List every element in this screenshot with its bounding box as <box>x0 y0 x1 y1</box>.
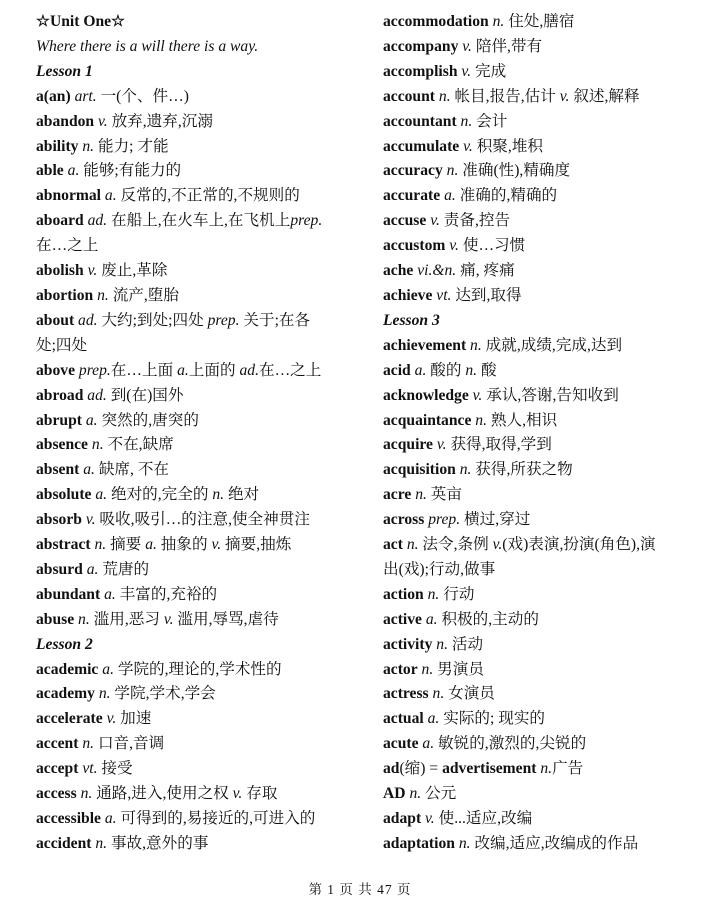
vocab-entry <box>36 135 366 160</box>
definition: 事故,意外的事 <box>107 834 209 852</box>
definition: 口音,音调 <box>94 735 165 753</box>
part-of-speech: a. <box>422 735 435 753</box>
definition: 英亩 <box>426 486 462 504</box>
vocab-entry <box>383 234 703 259</box>
part-of-speech: a. <box>104 585 116 603</box>
vocab-entry <box>36 658 366 683</box>
headword: abroad <box>36 386 84 404</box>
definition: 痛, 疼痛 <box>456 262 515 280</box>
headword: about <box>36 311 75 329</box>
part-of-speech: ad. <box>87 212 108 230</box>
part-of-speech: n. <box>94 536 107 554</box>
definition: 上面的 <box>188 361 240 379</box>
part-of-speech: v. <box>106 710 117 728</box>
vocab-entry <box>383 508 703 533</box>
headword: accustom <box>383 237 446 255</box>
part-of-speech: n. <box>465 361 478 379</box>
definition: 准确(性),精确度 <box>458 162 571 180</box>
definition: 抽象的 <box>156 536 212 554</box>
definition: 实际的; 现实的 <box>439 710 546 728</box>
part-of-speech: n. <box>446 162 459 180</box>
definition: 绝对的,完全的 <box>107 486 213 504</box>
headword: ability <box>36 137 79 155</box>
headword: achieve <box>383 286 433 304</box>
part-of-speech: n. <box>459 461 472 479</box>
definition: 准确的,精确的 <box>455 187 558 205</box>
part-of-speech: v. <box>461 62 472 80</box>
definition: 会计 <box>472 112 508 130</box>
part-of-speech: n. <box>415 486 427 504</box>
definition: 帐目,报告,估计 <box>450 87 560 105</box>
headword: accept <box>36 760 79 778</box>
part-of-speech: a. <box>86 560 99 578</box>
part-of-speech: n. <box>82 137 95 155</box>
vocab-entry <box>36 508 366 533</box>
part-of-speech: v. <box>492 536 503 554</box>
definition: 可得到的,易接近的,可进入的 <box>116 810 316 827</box>
vocab-entry <box>36 807 366 832</box>
part-of-speech: a. <box>444 187 456 205</box>
unit-title: ☆Unit One☆ <box>36 13 126 30</box>
part-of-speech: n. <box>409 785 422 803</box>
part-of-speech: prep. <box>207 311 240 329</box>
part-of-speech: n. <box>91 436 104 454</box>
part-of-speech: n. <box>98 685 111 703</box>
vocab-entry <box>36 483 366 508</box>
vocab-entry <box>383 159 703 184</box>
definition: 女演员 <box>444 685 495 703</box>
part-of-speech: a. <box>427 710 440 728</box>
definition: 行动 <box>439 585 475 603</box>
headword: accountant <box>383 112 457 130</box>
part-of-speech: v. <box>559 87 570 105</box>
lesson-heading: Lesson 3 <box>383 311 440 329</box>
part-of-speech: prep. <box>78 361 111 379</box>
definition: 横过,穿过 <box>460 511 531 529</box>
headword: abolish <box>36 262 84 280</box>
definition: 在…上面 <box>110 361 178 379</box>
unit-motto: Where there is a will there is a way. <box>36 37 259 55</box>
definition: 公元 <box>421 785 457 803</box>
headword: accident <box>36 834 92 852</box>
part-of-speech: ad. <box>239 361 259 379</box>
headword: actual <box>383 710 424 728</box>
headword: a(an) <box>36 87 71 105</box>
headword: accumulate <box>383 137 460 155</box>
vocab-entry <box>383 633 703 658</box>
definition: 住处,膳宿 <box>504 13 575 30</box>
vocab-entry <box>36 384 366 409</box>
definition: 到(在)国外 <box>106 386 184 404</box>
part-of-speech: n. <box>475 411 487 429</box>
vocab-entry <box>36 757 366 782</box>
vocab-entry <box>383 832 703 857</box>
definition: 吸收,吸引…的注意,使全神贯注 <box>95 511 310 529</box>
vocab-entry <box>383 558 703 583</box>
headword: across <box>383 511 425 529</box>
part-of-speech: n. <box>460 112 473 130</box>
part-of-speech: a. <box>102 660 114 678</box>
definition: 酸的 <box>426 361 466 379</box>
headword: academy <box>36 685 95 703</box>
headword: accent <box>36 735 79 753</box>
part-of-speech: n. <box>97 286 109 304</box>
page-footer: 第 1 页 共 47 页 <box>308 882 412 897</box>
definition: (缩) = <box>399 760 443 778</box>
definition: 接受 <box>97 760 133 778</box>
definition: 积极的,主动的 <box>437 610 539 628</box>
headword: adaptation <box>383 834 455 852</box>
vocab-entry <box>36 433 366 458</box>
vocab-entry <box>36 334 366 359</box>
vocab-entry <box>36 184 366 209</box>
definition: (戏)表演,扮演(角色),演 <box>502 536 656 554</box>
part-of-speech: a. <box>67 162 80 180</box>
part-of-speech: v. <box>430 212 440 230</box>
vocab-entry <box>383 608 703 633</box>
part-of-speech: a. <box>177 361 189 379</box>
headword: advertisement <box>442 760 537 778</box>
headword: acid <box>383 361 411 379</box>
part-of-speech: v. <box>85 511 96 529</box>
headword: able <box>36 162 64 180</box>
vocab-entry <box>383 583 703 608</box>
definition: 在…之上 <box>258 361 322 379</box>
part-of-speech: v. <box>472 386 483 404</box>
vocab-entry <box>383 707 703 732</box>
definition: 废止,革除 <box>97 262 168 280</box>
part-of-speech: n. <box>80 785 93 803</box>
headword: acquisition <box>383 461 456 479</box>
part-of-speech: v. <box>436 436 447 454</box>
part-of-speech: a. <box>104 187 117 205</box>
vocab-entry <box>36 608 366 633</box>
definition: 学院,学术,学会 <box>110 685 216 703</box>
vocab-entry <box>36 533 366 558</box>
definition: 使...适应,改编 <box>434 810 533 827</box>
vocab-entry <box>36 359 366 384</box>
part-of-speech: a. <box>104 810 117 827</box>
headword: absent <box>36 461 80 479</box>
definition: 获得,取得,学到 <box>446 436 552 454</box>
vocab-entry <box>383 209 703 234</box>
vocab-entry <box>36 309 366 334</box>
part-of-speech: v. <box>232 785 243 803</box>
definition: 完成 <box>471 62 507 80</box>
definition: 存取 <box>242 785 278 803</box>
headword: acknowledge <box>383 386 469 404</box>
part-of-speech: n. <box>470 336 482 354</box>
headword: action <box>383 585 424 603</box>
vocab-entry <box>383 259 703 284</box>
part-of-speech: ad. <box>87 386 107 404</box>
part-of-speech: n. <box>458 834 471 852</box>
definition: 不在,缺席 <box>103 436 174 454</box>
headword: accompany <box>383 37 459 55</box>
vocab-entry <box>36 209 366 234</box>
definition: 陪伴,带有 <box>471 37 543 55</box>
vocab-entry <box>383 384 703 409</box>
vocab-entry <box>36 409 366 434</box>
headword: accuracy <box>383 162 443 180</box>
part-of-speech: n. <box>540 760 553 778</box>
right-column <box>383 10 703 857</box>
vocab-entry <box>36 259 366 284</box>
part-of-speech: a. <box>83 461 95 479</box>
headword: absolute <box>36 486 92 504</box>
vocab-entry <box>36 782 366 807</box>
definition: 突然的,唐突的 <box>97 411 199 429</box>
headword: academic <box>36 660 99 678</box>
part-of-speech: vt. <box>82 760 98 778</box>
definition: 反常的,不正常的,不规则的 <box>116 187 300 205</box>
part-of-speech: a. <box>414 361 427 379</box>
vocab-entry <box>36 682 366 707</box>
definition: 活动 <box>447 635 484 653</box>
part-of-speech: n. <box>212 486 225 504</box>
part-of-speech: n. <box>492 13 505 30</box>
headword: accurate <box>383 187 441 205</box>
left-column <box>36 10 366 857</box>
headword: accelerate <box>36 710 103 728</box>
definition: 荒唐的 <box>98 560 150 578</box>
definition: 能力; 才能 <box>94 137 169 155</box>
part-of-speech: a. <box>145 536 157 554</box>
part-of-speech: v. <box>463 137 473 155</box>
definition: 放弃,遗弃,沉溺 <box>107 112 213 130</box>
definition: 流产,堕胎 <box>108 286 179 304</box>
part-of-speech: v. <box>425 810 435 827</box>
definition: 通路,进入,使用之权 <box>92 785 233 803</box>
definition: 摘要,抽炼 <box>221 536 292 554</box>
definition: 滥用,辱骂,虐待 <box>173 610 279 628</box>
headword: acute <box>383 735 419 753</box>
definition: 获得,所获之物 <box>471 461 573 479</box>
vocab-entry <box>36 558 366 583</box>
vocab-entry <box>383 85 703 110</box>
vocab-entry <box>383 284 703 309</box>
definition: 缺席, 不在 <box>94 461 170 479</box>
headword: acquaintance <box>383 411 472 429</box>
part-of-speech: v. <box>163 610 174 628</box>
vocab-entry <box>383 10 703 35</box>
definition: 改编,适应,改编成的作品 <box>470 834 639 852</box>
definition: 在船上,在火车上,在飞机上 <box>107 212 291 230</box>
headword: act <box>383 536 403 554</box>
part-of-speech: n. <box>436 635 448 653</box>
headword: aboard <box>36 212 84 230</box>
definition: 大约;到处;四处 <box>97 311 208 329</box>
headword: activity <box>383 635 433 653</box>
definition: 处;四处 <box>36 336 88 354</box>
headword: accuse <box>383 212 427 230</box>
part-of-speech: n. <box>427 585 440 603</box>
part-of-speech: n. <box>406 536 419 554</box>
vocab-entry <box>36 583 366 608</box>
definition: 关于;在各 <box>239 311 311 329</box>
headword: abortion <box>36 286 94 304</box>
headword: ache <box>383 262 414 280</box>
vocab-entry <box>383 433 703 458</box>
part-of-speech: a. <box>85 411 98 429</box>
headword: abrupt <box>36 411 82 429</box>
part-of-speech: a. <box>95 486 108 504</box>
definition: 酸 <box>477 361 497 379</box>
headword: access <box>36 785 77 803</box>
vocab-entry <box>383 409 703 434</box>
vocab-entry <box>36 458 366 483</box>
definition: 一(个、件…) <box>96 87 189 105</box>
vocab-entry <box>36 284 366 309</box>
definition: 学院的,理论的,学术性的 <box>113 660 282 678</box>
vocab-entry <box>383 682 703 707</box>
headword: abundant <box>36 585 101 603</box>
part-of-speech: n. <box>438 87 451 105</box>
definition: 加速 <box>116 710 152 728</box>
headword: abstract <box>36 536 91 554</box>
definition: 丰富的,充裕的 <box>115 585 218 603</box>
part-of-speech: n. <box>78 610 90 628</box>
part-of-speech: v. <box>98 112 108 130</box>
vocab-entry <box>36 234 366 259</box>
definition: 男演员 <box>433 660 484 678</box>
vocab-entry <box>383 110 703 135</box>
vocab-entry <box>383 60 703 85</box>
headword: accomplish <box>383 62 458 80</box>
headword: abandon <box>36 112 95 130</box>
vocab-entry <box>383 458 703 483</box>
definition: 摘要 <box>106 536 146 554</box>
lesson-heading: Lesson 1 <box>36 62 93 80</box>
headword: actress <box>383 685 429 703</box>
part-of-speech: vt. <box>436 286 452 304</box>
vocab-entry <box>36 732 366 757</box>
part-of-speech: n. <box>82 735 95 753</box>
vocab-entry <box>383 658 703 683</box>
definition: 熟人,相识 <box>486 411 558 429</box>
headword: acre <box>383 486 412 504</box>
headword: accessible <box>36 810 101 827</box>
lesson-heading: Lesson 2 <box>36 635 93 653</box>
definition: 在…之上 <box>36 237 99 255</box>
vocab-entry <box>383 334 703 359</box>
vocab-entry <box>383 732 703 757</box>
vocab-entry <box>36 110 366 135</box>
vocab-entry <box>383 135 703 160</box>
vocab-entry <box>36 159 366 184</box>
vocab-entry <box>383 184 703 209</box>
part-of-speech: v. <box>462 37 472 55</box>
vocab-entry <box>36 707 366 732</box>
vocab-entry <box>383 483 703 508</box>
definition: 广告 <box>552 760 584 778</box>
part-of-speech: n. <box>95 834 108 852</box>
headword: AD <box>383 785 406 803</box>
headword: active <box>383 610 422 628</box>
part-of-speech: v. <box>87 262 98 280</box>
vocab-entry <box>383 807 703 832</box>
part-of-speech: ad. <box>78 311 98 329</box>
part-of-speech: n. <box>421 660 434 678</box>
vocab-entry <box>383 35 703 60</box>
definition: 成就,成绩,完成,达到 <box>481 336 623 354</box>
part-of-speech: n. <box>432 685 445 703</box>
definition: 绝对 <box>224 486 260 504</box>
vocab-entry <box>383 757 703 782</box>
definition: 达到,取得 <box>451 286 522 304</box>
definition: 承认,答谢,告知收到 <box>482 386 619 404</box>
part-of-speech: prep. <box>290 212 323 230</box>
definition: 积聚,堆积 <box>472 137 543 155</box>
headword: acquire <box>383 436 433 454</box>
vocab-entry <box>383 533 703 558</box>
headword: ad <box>383 760 400 778</box>
definition: 法令,条例 <box>418 536 493 554</box>
part-of-speech: vi.&n. <box>417 262 457 280</box>
part-of-speech: prep. <box>428 511 461 529</box>
headword: above <box>36 361 75 379</box>
headword: absurd <box>36 560 83 578</box>
vocab-entry <box>383 782 703 807</box>
definition: 叙述,解释 <box>569 87 640 105</box>
headword: adapt <box>383 810 422 827</box>
definition: 使…习惯 <box>458 237 526 255</box>
headword: abuse <box>36 610 75 628</box>
headword: actor <box>383 660 418 678</box>
headword: absorb <box>36 511 82 529</box>
headword: abnormal <box>36 187 101 205</box>
definition: 责备,控告 <box>439 212 511 230</box>
vocab-entry <box>36 85 366 110</box>
part-of-speech: a. <box>425 610 438 628</box>
part-of-speech: v. <box>449 237 459 255</box>
part-of-speech: art. <box>74 87 97 105</box>
definition: 能够;有能力的 <box>79 162 182 180</box>
definition: 滥用,恶习 <box>89 610 164 628</box>
vocab-entry <box>383 359 703 384</box>
headword: absence <box>36 436 88 454</box>
headword: accommodation <box>383 13 489 30</box>
definition: 敏锐的,激烈的,尖锐的 <box>434 735 587 753</box>
part-of-speech: v. <box>211 536 222 554</box>
vocab-entry <box>36 832 366 857</box>
headword: achievement <box>383 336 467 354</box>
definition: 出(戏);行动,做事 <box>383 560 496 578</box>
headword: account <box>383 87 435 105</box>
